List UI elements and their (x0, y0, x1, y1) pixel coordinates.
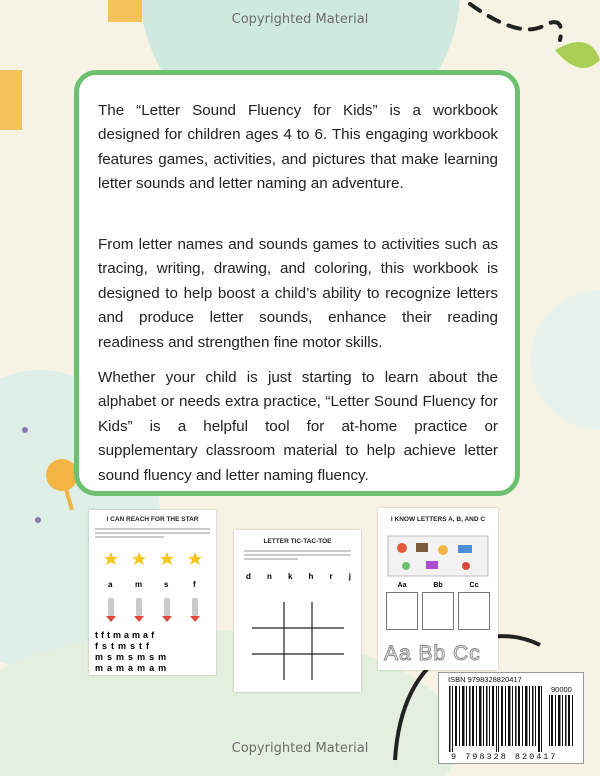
grid-cell: a (149, 663, 155, 673)
grid-cell: f (101, 630, 104, 640)
grid-cell: a (124, 630, 130, 640)
grid-cell: m (113, 630, 122, 640)
grid-cell: s (128, 652, 134, 662)
description-paragraph-2: From letter names and sounds games to activities such as tracing, writing, drawing, and coloring, this workbook is designed to help boost a child’s ability to recognize letters and produce letter sounds, enhance their reading readiness and strengthen fine motor skills. (98, 236, 498, 351)
tictactoe-letter: d (246, 572, 251, 581)
star-letter: m (135, 580, 143, 589)
grid-row (95, 663, 211, 674)
isbn-digits: 9 798328 820417 (451, 752, 558, 762)
abc-box-label: Aa (397, 582, 407, 589)
abc-box (422, 582, 454, 630)
star-letter: a (108, 580, 113, 589)
grid-cell: a (107, 663, 113, 673)
grid-cell: m (137, 663, 146, 673)
grid-cell: f (95, 641, 98, 651)
isbn-label: ISBN 9798328820417 (448, 675, 522, 684)
grid-cell: s (107, 652, 113, 662)
description-paragraph-1: The “Letter Sound Fluency for Kids” is a workbook designed for children ages 4 to 6. This engaging workbook features games, activities, and pictures that make learning letter sounds and letter naming an adventure. (98, 102, 498, 193)
grid-row (95, 630, 211, 641)
tictactoe-letter: r (329, 572, 333, 581)
preview-page-tictactoe (234, 530, 361, 692)
preview-page-abc-title: I KNOW LETTERS A, B, AND C (390, 516, 486, 523)
grid-cell: m (116, 663, 125, 673)
grid-cell: m (132, 630, 141, 640)
preview-page-star (89, 510, 216, 675)
grid-row (95, 652, 211, 663)
tictactoe-grid (234, 530, 361, 692)
watermark-bottom: Copyrighted Material (231, 741, 369, 756)
tictactoe-letter: k (287, 572, 293, 581)
watermark-top: Copyrighted Material (231, 12, 369, 27)
abc-trace-letters: Aa Bb Cc (384, 642, 481, 665)
grid-cell: m (95, 663, 104, 673)
abc-box-label: Bb (433, 582, 443, 589)
preview-page-tictactoe-title: LETTER TIC-TAC-TOE (263, 538, 332, 545)
grid-cell: t (95, 630, 98, 640)
abc-boxes (386, 582, 490, 630)
grid-cell: m (116, 652, 125, 662)
abc-box (458, 582, 490, 630)
tictactoe-letter: h (308, 572, 314, 581)
grid-cell: a (143, 630, 149, 640)
grid-cell: m (118, 641, 127, 651)
abc-box (386, 582, 418, 630)
preview-page-abc (378, 508, 498, 670)
grid-cell: m (158, 652, 167, 662)
grid-cell: s (130, 641, 136, 651)
abc-box-label: Cc (469, 582, 479, 589)
star-letter: s (164, 580, 169, 589)
grid-cell: f (151, 630, 155, 640)
preview-page-star-letters (89, 580, 216, 592)
grid-cell: m (95, 652, 104, 662)
preview-page-star-grid (95, 630, 211, 674)
grid-cell: t (107, 630, 110, 640)
grid-cell: t (139, 641, 143, 651)
grid-cell: m (137, 652, 146, 662)
grid-cell: f (146, 641, 150, 651)
grid-cell: t (111, 641, 115, 651)
preview-page-star-title: I CAN REACH FOR THE STAR (106, 516, 199, 523)
grid-cell: s (102, 641, 108, 651)
grid-cell: s (149, 652, 155, 662)
grid-cell: m (158, 663, 167, 673)
grid-row (95, 641, 211, 652)
tictactoe-letter: j (348, 572, 351, 581)
description-paragraph-3: Whether your child is just starting to learn about the alphabet or needs extra practice, “Letter Sound Fluency for Kids” is a helpful tool for at-home practice or supplementary classroom material to help achieve letter sound fluency and letter naming fluency. (98, 369, 498, 484)
tictactoe-letter: n (266, 572, 272, 581)
price-code: 90000 (551, 685, 572, 694)
grid-cell: a (128, 663, 134, 673)
description-card (74, 70, 520, 496)
star-letter: f (193, 580, 196, 589)
